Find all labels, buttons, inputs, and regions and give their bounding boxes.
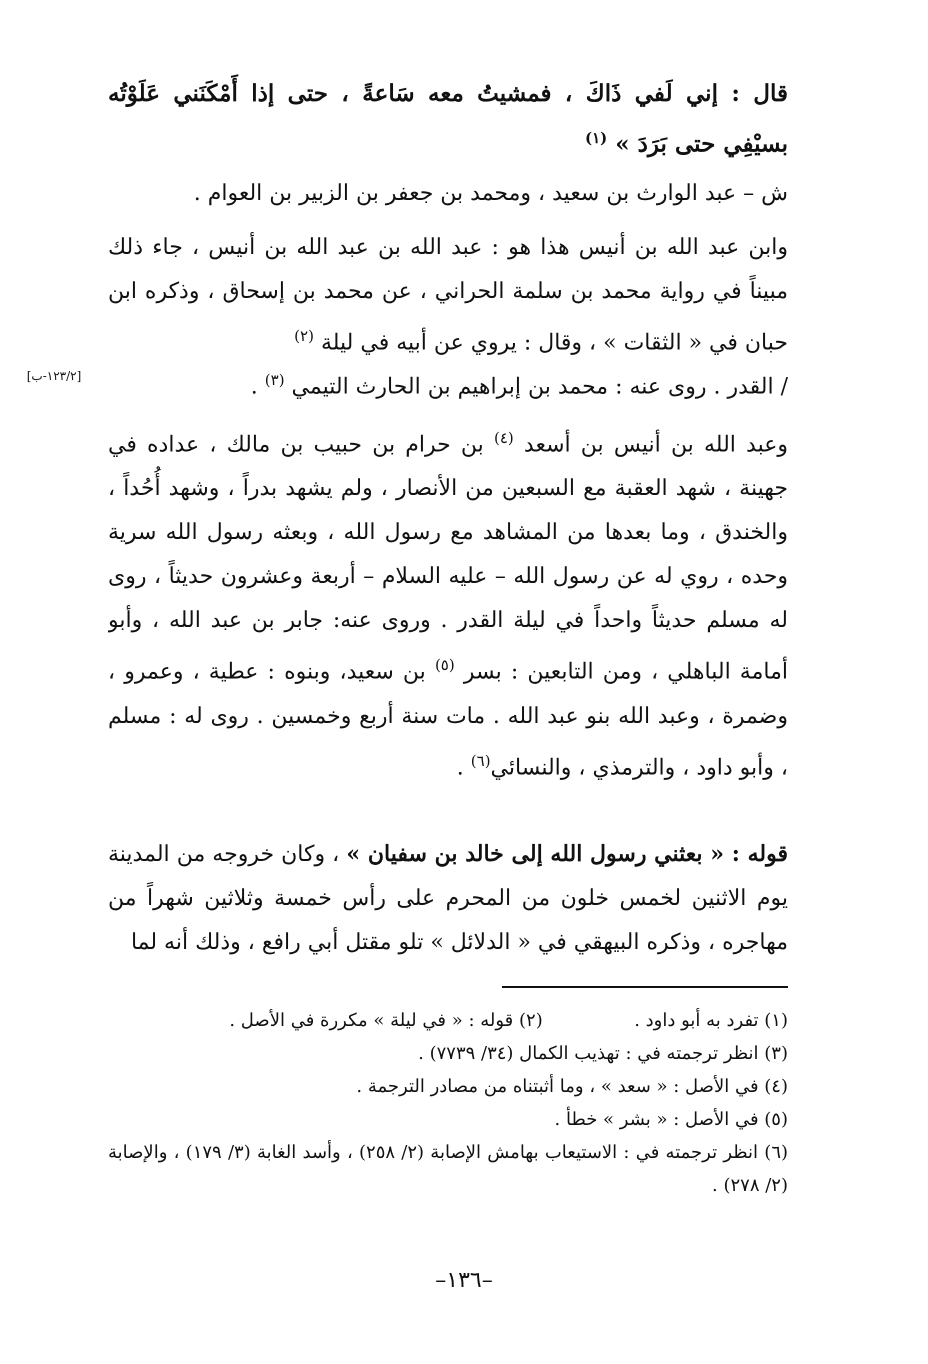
intro-quote [108,72,788,167]
footnote-6: (٦) انظر ترجمته في : الاستيعاب بهامش الإصابة (٢/ ٢٥٨) ، وأسد الغابة (٣/ ١٧٩) ، والإصابة (٢/ ٢٧٨) . [108,1142,788,1196]
intro-line-1: قال : إني لَفي ذَاكَ ، فمشيتُ معه سَاعةً ، حتى إذا أَمْكَنَني عَلَوْتُه بسيْفِي حتى [108,80,788,158]
qawluhu-paragraph [108,832,788,968]
paragraph-2-last-line [108,358,788,409]
footnote-3-line [108,1037,788,1070]
footnote-3: (٣) انظر ترجمته في : تهذيب الكمال (٣٤/ ٧٧٣٩) . [418,1043,788,1064]
quoted-hadith-phrase: قوله : « بعثني رسول الله إلى خالد بن سفيان » [346,841,788,867]
margin-folio-note: [١٢٣/٢-ب] [26,369,82,383]
paragraph-2-text: وابن عبد الله بن أنيس هذا هو : عبد الله بن عبد الله بن أنيس ، جاء ذلك مبيناً في رواية محمد بن سلمة الحراني ، عن محمد بن إسحاق ، وذكره ابن حبان في « الثقات » ، وقال : يروي عن أبيه في ليلة [108,235,788,356]
footnote-ref-2: (٢) [294,327,314,345]
commentary-paragraph-1 [108,172,788,216]
paragraph-3-start: وعبد الله بن أنيس بن أسعد [513,432,788,458]
paragraph-1-text: ش – عبد الوارث بن سعيد ، ومحمد بن جعفر بن الزبير بن العوام . [193,181,788,206]
intro-line-2: بَرَدَ » [607,130,667,158]
footnote-6-block [108,1136,788,1206]
biography-paragraph [108,416,788,812]
footnote-1: (١) تفرد به أبو داود . [634,1010,788,1031]
paragraph-3-middle: بن حرام بن حبيب بن مالك ، عداده في جهينة ، شهد العقبة مع السبعين من الأنصار ، ولم يشهد بدراً ، وشهد أُحُداً ، والخندق ، وما بعدها من المشاهد مع رسول الله ، وبعثه رسول الله سرية وحده ، روي له عن رسول الله – عليه السلام – أربعة وعشرون حديثاً ، روى له مسلم حديثاً واحداً في ليلة القدر . وروى عنه: جابر بن عبد الله ، وأبو أمامة الباهلي ، ومن التابعين : بسر [108,432,788,685]
paragraph-2-end-tail: . [250,374,265,400]
footnote-ref-5: (٥) [434,656,455,675]
footnote-4-line [108,1070,788,1103]
footnote-ref-1: (١) [584,129,608,147]
footnote-separator [502,986,788,988]
footnote-ref-6: (٦) [470,751,491,770]
footnote-2: (٢) قوله : « في ليلة » مكررة في الأصل . [229,1010,543,1031]
footnote-5-line [108,1103,788,1136]
footnote-ref-3: (٣) [264,371,285,389]
page-number: –١٣٦– [435,1268,493,1293]
paragraph-2-end-text: / القدر . روى عنه : محمد بن إبراهيم بن الحارث التيمي [284,374,788,400]
footnote-line-1-2 [108,1004,788,1037]
paragraph-3-tail: . [456,754,471,780]
paragraph-3-end: بن سعيد، وبنوه : عطية ، وعمرو ، وضمرة ، وعبد الله بنو عبد الله . مات سنة أربع وخمسين . روى له : مسلم ، وأبو داود ، والترمذي ، والنسائي [108,659,788,780]
footnote-ref-4: (٤) [493,429,514,447]
commentary-paragraph-2 [108,226,788,358]
paragraph-4-text: ، وكان خروجه من المدينة يوم الاثنين لخمس خلون من المحرم على رأس خمسة وثلاثين شهراً من مهاجره ، وذكره البيهقي في « الدلائل » تلو مقتل أبي رافع ، وذلك أنه لما [108,842,788,955]
footnote-4: (٤) في الأصل : « سعد » ، وما أثبتناه من مصادر الترجمة . [356,1076,788,1097]
footnote-5: (٥) في الأصل : « بشر » خطأ . [554,1109,788,1130]
